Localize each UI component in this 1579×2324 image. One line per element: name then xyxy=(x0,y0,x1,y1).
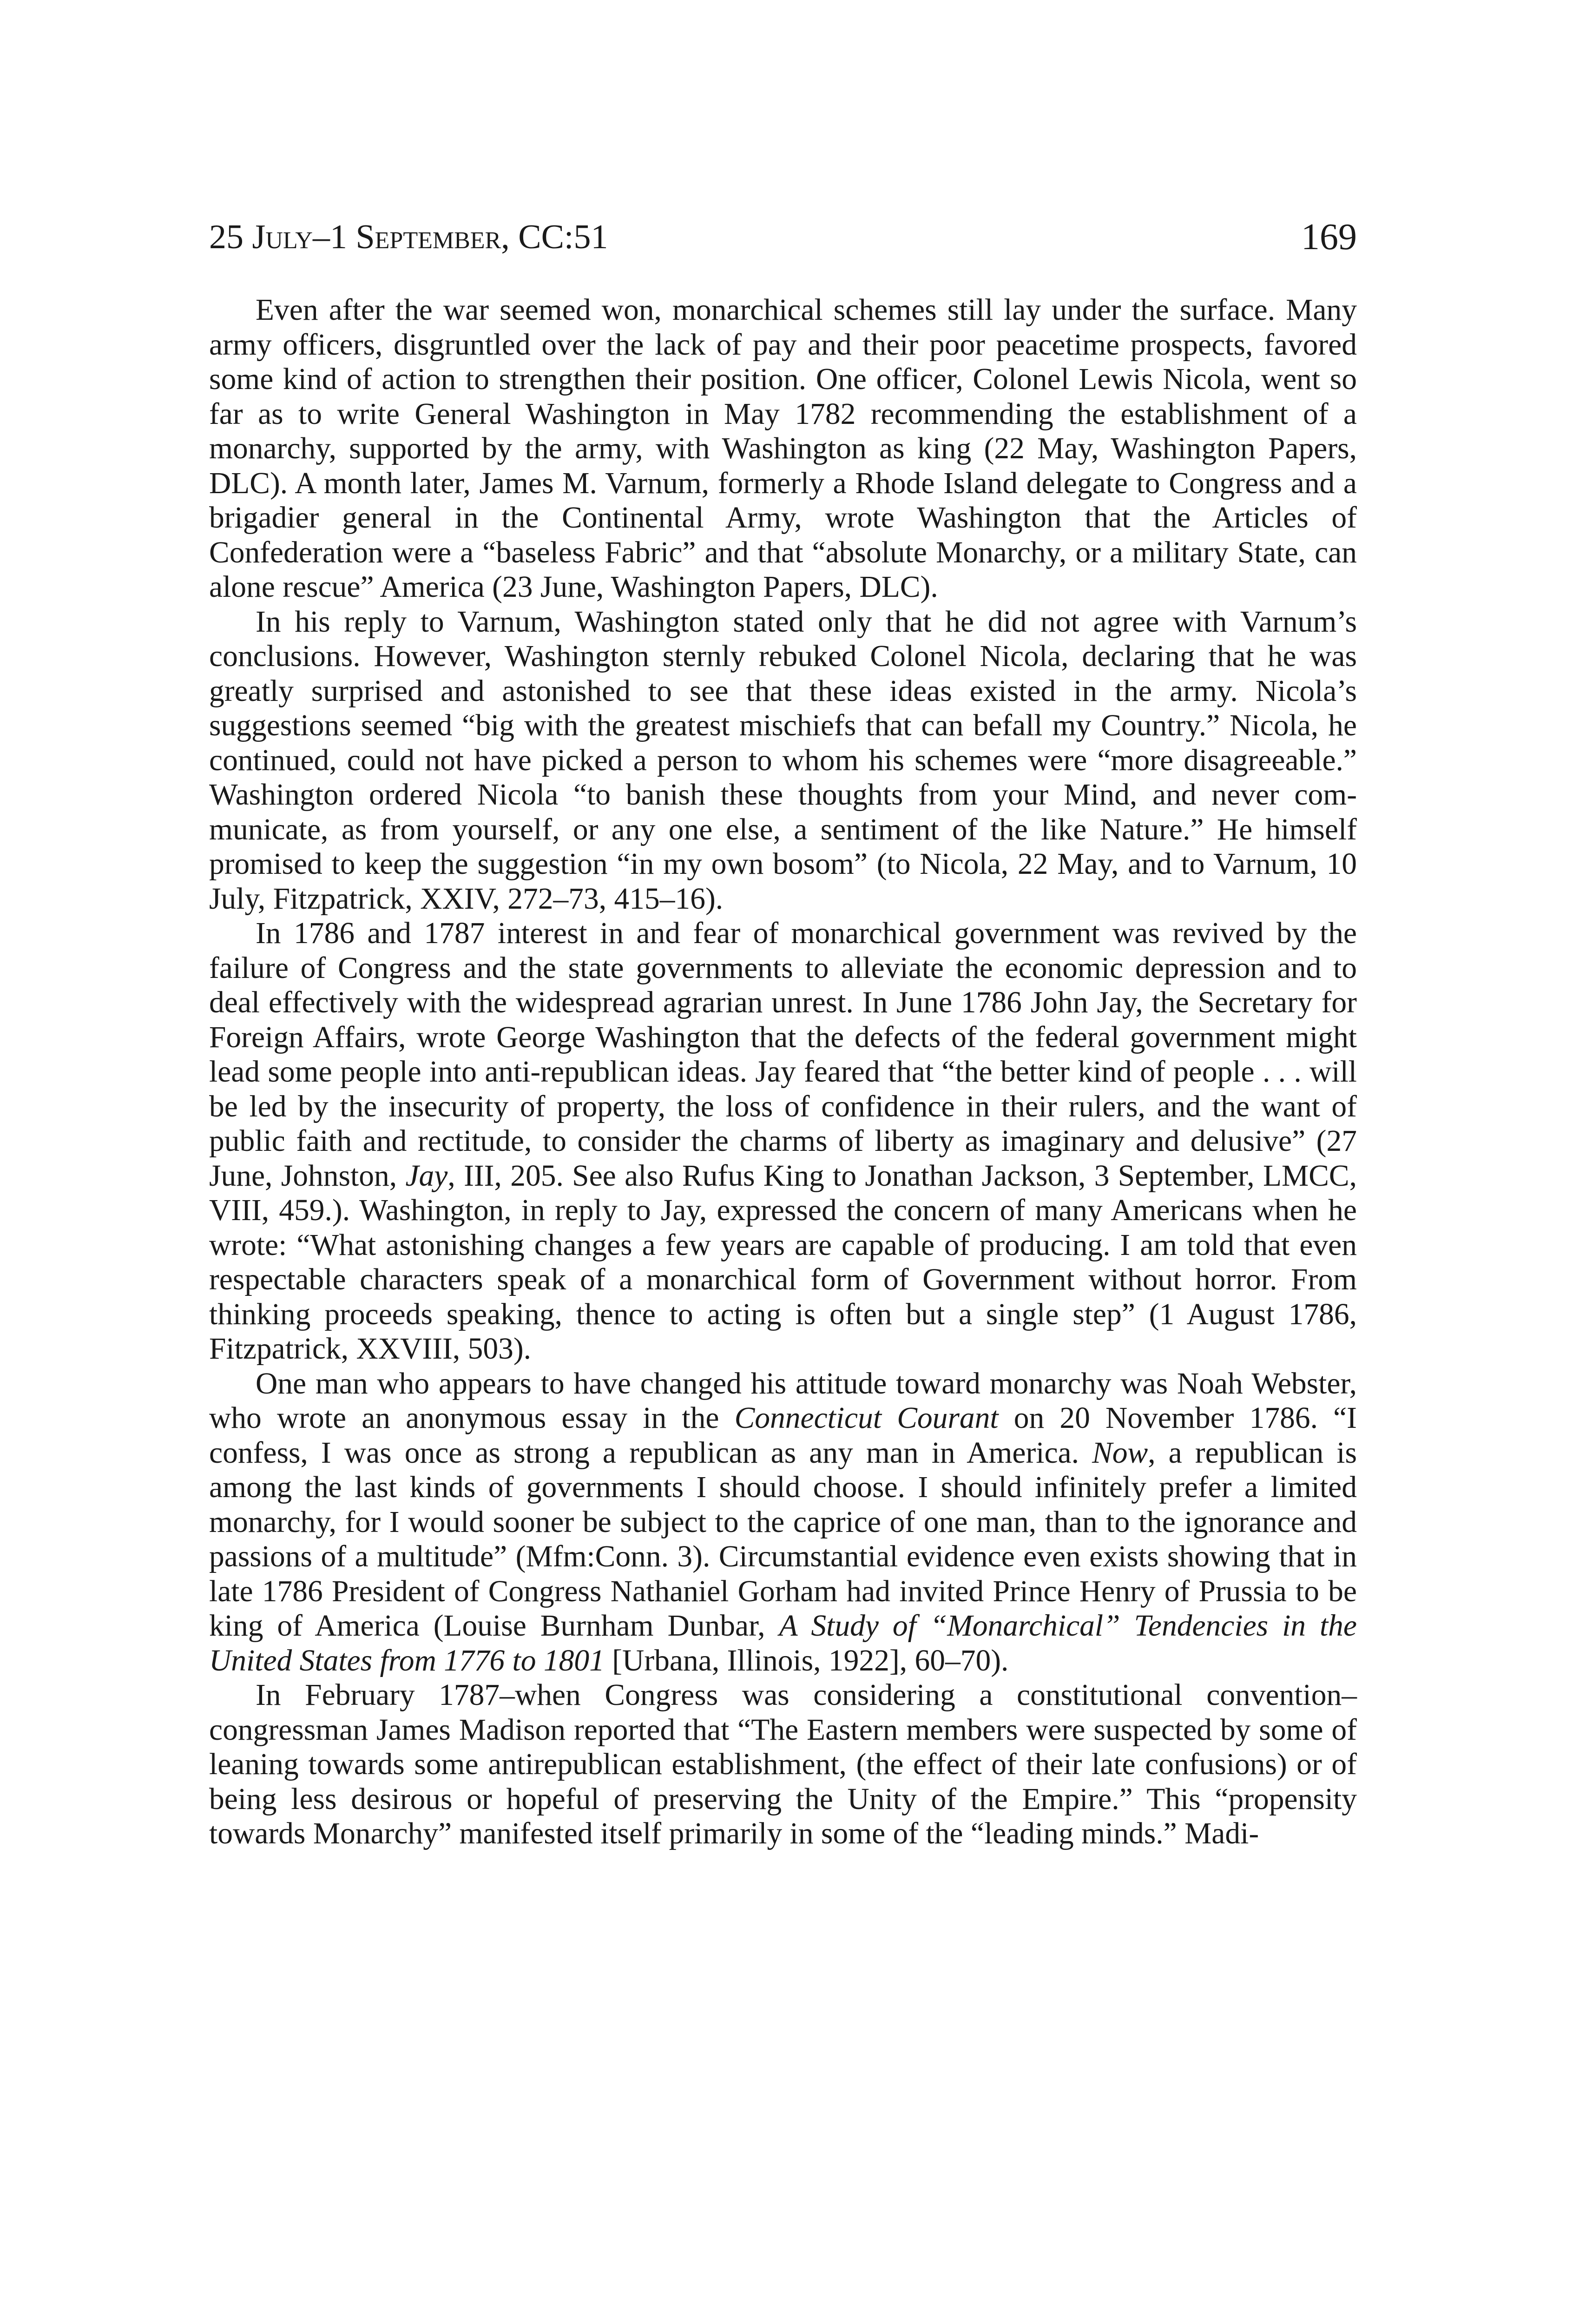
body-text xyxy=(209,293,1357,1851)
running-head-part: –1 S xyxy=(312,218,375,256)
paragraph-text: In February 1787–when Congress was considering a constitutional convention–congressman James Madison reported that “The Eastern members were suspected by some of leaning towards some antirepublican establishment, (the effect of their late confusions) or of being less desirous or hopeful of preserving the Unity of the Empire.” This “propensity towards Monarchy” manifested itself primarily in some of the “leading minds.” Madi- xyxy=(209,1678,1357,1850)
paragraph-1 xyxy=(209,293,1357,605)
paragraph-text: Even after the war seemed won, monarchical schemes still lay under the surface. Many army officers, disgruntled over the lack of pay and their poor peacetime prospects, favored some kind of action to strengthen their position. One officer, Colonel Lewis Nicola, went so far as to write General Washington in May 1782 recommending the establishment of a monarchy, supported by the army, with Washington as king (22 May, Washington Papers, DLC). A month later, James M. Varnum, formerly a Rhode Island delegate to Congress and a brigadier general in the Continental Army, wrote Washington that the Articles of Confederation were a “baseless Fabric” and that “absolute Monarchy, or a military State, can alone rescue” America (23 June, Washington Papers, DLC). xyxy=(209,293,1357,604)
book-title: A Study of “Monarchical” Tendencies in the United States from 1776 to 1801 xyxy=(209,1609,1357,1677)
paragraph-text: [Urbana, Illinois, 1922], 60–70). xyxy=(604,1644,1009,1677)
paragraph-text: , III, 205. See also Rufus King to Jonathan Jackson, 3 September, LMCC, VIII, 459.). Washington, in reply to Jay, expressed the concern of many Americans when he wrote: “What astonishing changes a few years are capable of producing. I am told that even respectable characters speak of a monarchical form of Government without horror. From thinking proceeds speaking, thence to acting is often but a single step” (1 August 1786, Fitzpatrick, XXVIII, 503). xyxy=(209,1159,1357,1366)
paragraph-5 xyxy=(209,1678,1357,1851)
running-head-title xyxy=(209,211,608,263)
running-head-part: uly xyxy=(265,218,313,256)
running-head xyxy=(209,211,1357,263)
paragraph-4 xyxy=(209,1367,1357,1678)
paragraph-2 xyxy=(209,605,1357,917)
paragraph-text: One man who appears to have changed his attitude toward monarchy was Noah Webster, who wrote an anonymous essay in the xyxy=(209,1367,1357,1435)
paragraph-text: In 1786 and 1787 interest in and fear of monarchical government was revived by the failure of Congress and the state governments to alleviate the economic depression and to deal effectively with the widespread agrarian unrest. In June 1786 John Jay, the Secretary for Foreign Affairs, wrote George Washington that the defects of the federal government might lead some people into anti-republican ideas. Jay feared that “the better kind of people . . . will be led by the insecurity of property, the loss of confidence in their rulers, and the want of public faith and rectitude, to consider the charms of liberty as imaginary and delusive” (27 June, Johnston, xyxy=(209,917,1357,1193)
running-head-part: , CC:51 xyxy=(501,218,608,256)
running-head-part: eptember xyxy=(375,218,501,256)
newspaper-title: Connecticut Courant xyxy=(734,1401,999,1435)
running-head-part: 25 J xyxy=(209,218,266,256)
citation-title: Jay xyxy=(405,1159,448,1193)
paragraph-text: , a republican is among the last kinds of governments I should choose. I should infinitely prefer a limited monarchy, for I would sooner be subject to the caprice of one man, than to the ignorance and passions of a multitude” (Mfm:Conn. 3). Circumstantial evidence even exists showing that in late 1786 President of Congress Nathaniel Gorham had invited Prince Henry of Prussia to be king of America (Louise Burnham Dunbar, xyxy=(209,1436,1357,1643)
paragraph-text: on 20 November 1786. “I confess, I was once as strong a republican as any man in America. xyxy=(209,1401,1357,1470)
emphasis-text: Now xyxy=(1092,1436,1148,1470)
paragraph-3 xyxy=(209,916,1357,1367)
paragraph-text: In his reply to Varnum, Washington stated only that he did not agree with Varnum’s conclusions. However, Washington sternly rebuked Colonel Nicola, declaring that he was greatly surprised and astonished to see that these ideas existed in the army. Nicola’s suggestions seemed “big with the greatest mischiefs that can befall my Country.” Nicola, he continued, could not have picked a person to whom his schemes were “more disagreeable.” Washington ordered Nicola “to banish these thoughts from your Mind, and never communicate, as from yourself, or any one else, a sentiment of the like Nature.” He himself promised to keep the suggestion “in my own bosom” (to Nicola, 22 May, and to Varnum, 10 July, Fitzpatrick, XXIV, 272–73, 415–16). xyxy=(209,605,1357,916)
page-number: 169 xyxy=(1301,217,1357,257)
